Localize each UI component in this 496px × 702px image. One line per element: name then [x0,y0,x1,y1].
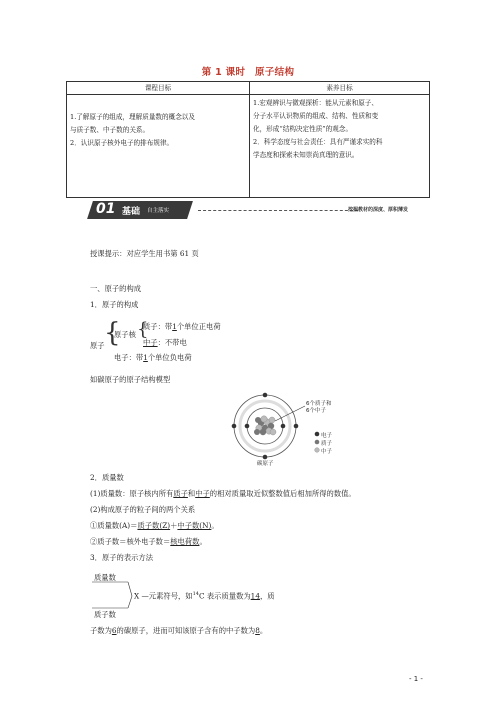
electron [232,424,237,429]
goal-line: 学态度和探索未知崇尚真理的意识。 [253,151,359,159]
section-banner [90,201,408,219]
goal-line: 1.宏观辨识与微观探析：能从元素和原子、 [253,99,378,107]
legend-neutron: 中子 [321,449,333,455]
banner-tagline: 挖掘教材的深度、厚积薄发 [347,207,408,213]
banner-label: 基础 [122,207,141,217]
section-heading: 一、原子的构成 [90,284,142,293]
page-title: 第 1 课时 原子结构 [201,67,295,78]
banner-number: 01 [96,201,116,217]
electron [281,424,286,429]
notation-description: X —元素符号，如$^{14}$C 表示质量数为14，质 [134,591,275,601]
legend-electron: 电子 [321,433,333,439]
subheading: 3．原子的表示方法 [90,553,154,562]
electron [294,424,299,429]
electron-line: 电子：带1个单位负电荷 [114,353,192,362]
electron-charge-value: 1 [143,353,148,362]
legend-proton: 质子 [321,441,333,447]
particle-relations-heading: (2)构成原子的粒子间的两个关系 [90,505,196,514]
proton-line: 质子：带1个单位正电荷 [143,322,221,331]
notation-continuation: 子数为6的碳原子，进而可知该原子含有的中子数为8。 [90,626,268,635]
nucleus-label-2: 6个中子 [306,408,326,414]
electron [263,393,268,398]
atom-diagram-label: 碳原子 [257,461,274,467]
outer-brace: { [104,318,121,348]
neutron [261,416,267,422]
proton-number-label: 质子数 [94,610,116,619]
relation-1: ①质量数(A)＝质子数(Z)＋中子数(N)。 [90,521,219,530]
goals-header-right: 素养目标 [250,82,430,95]
legend-neutron-swatch [315,448,320,453]
relation-2: ②质子数＝核外电子数＝核电荷数。 [90,537,207,546]
goals-header-left: 课程目标 [67,82,250,95]
subheading: 2．质量数 [90,473,124,482]
electron [245,424,250,429]
neutron [270,429,276,435]
nucleus-label: 原子核 [114,330,136,339]
goal-line: 1.了解原子的组成，理解质量数的概念以及 [70,113,195,121]
goal-line: 化，形成“结构决定性质”的观念。 [253,125,353,133]
mass-definition: (1)质量数：原子核内所有质子和中子的相对质量取近似整数值后相加所得的数值。 [90,489,356,498]
banner-sub: 自主落实 [147,208,170,214]
legend-proton-swatch [315,440,320,445]
goals-literacy-cell [250,95,430,198]
goal-line: 分子水平认识物质的组成、结构、性质和变 [253,112,379,120]
subheading: 1．原子的构成 [90,300,139,309]
goal-line: 2．科学态度与社会责任：具有严谨求实的科 [253,138,383,146]
lecture-hint: 授课提示：对应学生用书第 61 页 [90,249,199,258]
nucleus-label-1: 6个质子和 [306,401,332,407]
neutron-word: 中子 [143,338,158,347]
proton [254,429,260,435]
mass-number-label: 质量数 [94,573,116,582]
proton [260,429,266,435]
goals-table [66,81,430,198]
legend-electron-swatch [315,432,320,437]
proton [255,417,261,423]
carbon-caption: 如碳原子的原子结构模型 [90,375,171,384]
inner-brace: { [137,319,149,340]
neutron-line: 中子：不带电 [143,338,187,347]
goal-line: 2．认识原子核外电子的排布规律。 [70,139,174,147]
carbon-atom-diagram [205,388,365,468]
atom-label: 原子 [90,341,105,350]
goals-course-cell [67,95,250,198]
banner-dashed-line [198,210,358,211]
goal-line: 与质子数、中子数的关系。 [70,126,150,134]
neutron [269,417,275,423]
nucleus [254,416,276,435]
page-number: - 1 - [409,675,423,683]
proton-charge-value: 1 [172,322,177,331]
